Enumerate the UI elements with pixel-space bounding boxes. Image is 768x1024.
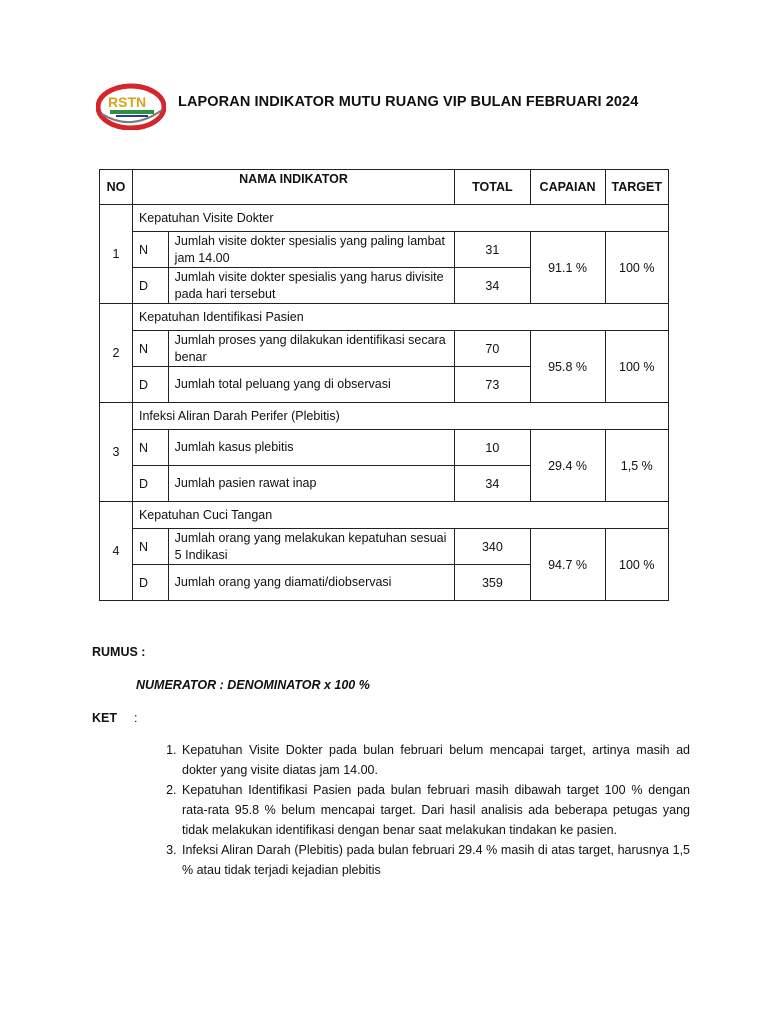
numerator-description: Jumlah visite dokter spesialis yang paling lambat jam 14.00 xyxy=(168,232,454,268)
numerator-description: Jumlah kasus plebitis xyxy=(168,430,454,466)
denominator-description: Jumlah total peluang yang di observasi xyxy=(168,367,454,403)
indicator-title: Infeksi Aliran Darah Perifer (Plebitis) xyxy=(132,403,668,430)
capaian-value: 94.7 % xyxy=(530,529,605,601)
numerator-total: 340 xyxy=(455,529,531,565)
denominator-label: D xyxy=(132,565,168,601)
denominator-total: 359 xyxy=(455,565,531,601)
report-header xyxy=(96,80,696,130)
list-item: 3. Infeksi Aliran Darah (Plebitis) pada bulan februari 29.4 % masih di atas target, harusnya 1,5 % atau tidak terjadi kejadian plebitis xyxy=(180,840,690,880)
indicator-number: 3 xyxy=(100,403,133,502)
indicator-title: Kepatuhan Visite Dokter xyxy=(132,205,668,232)
header-name: NAMA INDIKATOR xyxy=(132,170,454,205)
ket-colon: : xyxy=(134,711,138,725)
indicator-table xyxy=(99,169,669,601)
numerator-label: N xyxy=(132,529,168,565)
indicator-title: Kepatuhan Cuci Tangan xyxy=(132,502,668,529)
table-row xyxy=(100,529,669,565)
numerator-total: 10 xyxy=(455,430,531,466)
header-target: TARGET xyxy=(605,170,669,205)
ket-label: KET xyxy=(92,711,117,725)
target-value: 1,5 % xyxy=(605,430,669,502)
denominator-total: 73 xyxy=(455,367,531,403)
capaian-value: 95.8 % xyxy=(530,331,605,403)
indicator-number: 1 xyxy=(100,205,133,304)
table-header-row xyxy=(100,170,669,205)
indicator-title: Kepatuhan Identifikasi Pasien xyxy=(132,304,668,331)
indicator-number: 4 xyxy=(100,502,133,601)
denominator-description: Jumlah visite dokter spesialis yang harus divisite pada hari tersebut xyxy=(168,268,454,304)
denominator-label: D xyxy=(132,466,168,502)
rumus-label: RUMUS : xyxy=(92,645,146,659)
numerator-label: N xyxy=(132,331,168,367)
denominator-label: D xyxy=(132,268,168,304)
table-row xyxy=(100,331,669,367)
formula-text: NUMERATOR : DENOMINATOR x 100 % xyxy=(136,678,370,692)
capaian-value: 91.1 % xyxy=(530,232,605,304)
table-row xyxy=(100,304,669,331)
logo-lettering: RSTN xyxy=(108,94,147,110)
denominator-description: Jumlah orang yang diamati/diobservasi xyxy=(168,565,454,601)
numerator-total: 70 xyxy=(455,331,531,367)
numerator-label: N xyxy=(132,430,168,466)
table-row xyxy=(100,502,669,529)
table-row xyxy=(100,430,669,466)
denominator-label: D xyxy=(132,367,168,403)
numerator-description: Jumlah proses yang dilakukan identifikasi secara benar xyxy=(168,331,454,367)
notes-list xyxy=(158,740,690,880)
capaian-value: 29.4 % xyxy=(530,430,605,502)
table-row xyxy=(100,205,669,232)
indicator-number: 2 xyxy=(100,304,133,403)
header-total: TOTAL xyxy=(455,170,531,205)
header-no: NO xyxy=(100,170,133,205)
list-item: 1. Kepatuhan Visite Dokter pada bulan februari belum mencapai target, artinya masih ad dokter yang visite diatas jam 14.00. xyxy=(180,740,690,780)
numerator-description: Jumlah orang yang melakukan kepatuhan sesuai 5 Indikasi xyxy=(168,529,454,565)
report-title: LAPORAN INDIKATOR MUTU RUANG VIP BULAN FEBRUARI 2024 xyxy=(178,94,639,110)
hospital-logo xyxy=(96,80,166,130)
numerator-label: N xyxy=(132,232,168,268)
table-row xyxy=(100,232,669,268)
target-value: 100 % xyxy=(605,232,669,304)
header-capaian: CAPAIAN xyxy=(530,170,605,205)
table-row xyxy=(100,403,669,430)
target-value: 100 % xyxy=(605,529,669,601)
denominator-total: 34 xyxy=(455,268,531,304)
target-value: 100 % xyxy=(605,331,669,403)
list-item: 2. Kepatuhan Identifikasi Pasien pada bulan februari masih dibawah target 100 % dengan rata-rata 95.8 % belum mencapai target. Dari hasil analisis ada beberapa petugas yang tidak melakukan identifikasi dengan benar saat melakukan tindakan ke pasien. xyxy=(180,780,690,840)
denominator-total: 34 xyxy=(455,466,531,502)
numerator-total: 31 xyxy=(455,232,531,268)
denominator-description: Jumlah pasien rawat inap xyxy=(168,466,454,502)
